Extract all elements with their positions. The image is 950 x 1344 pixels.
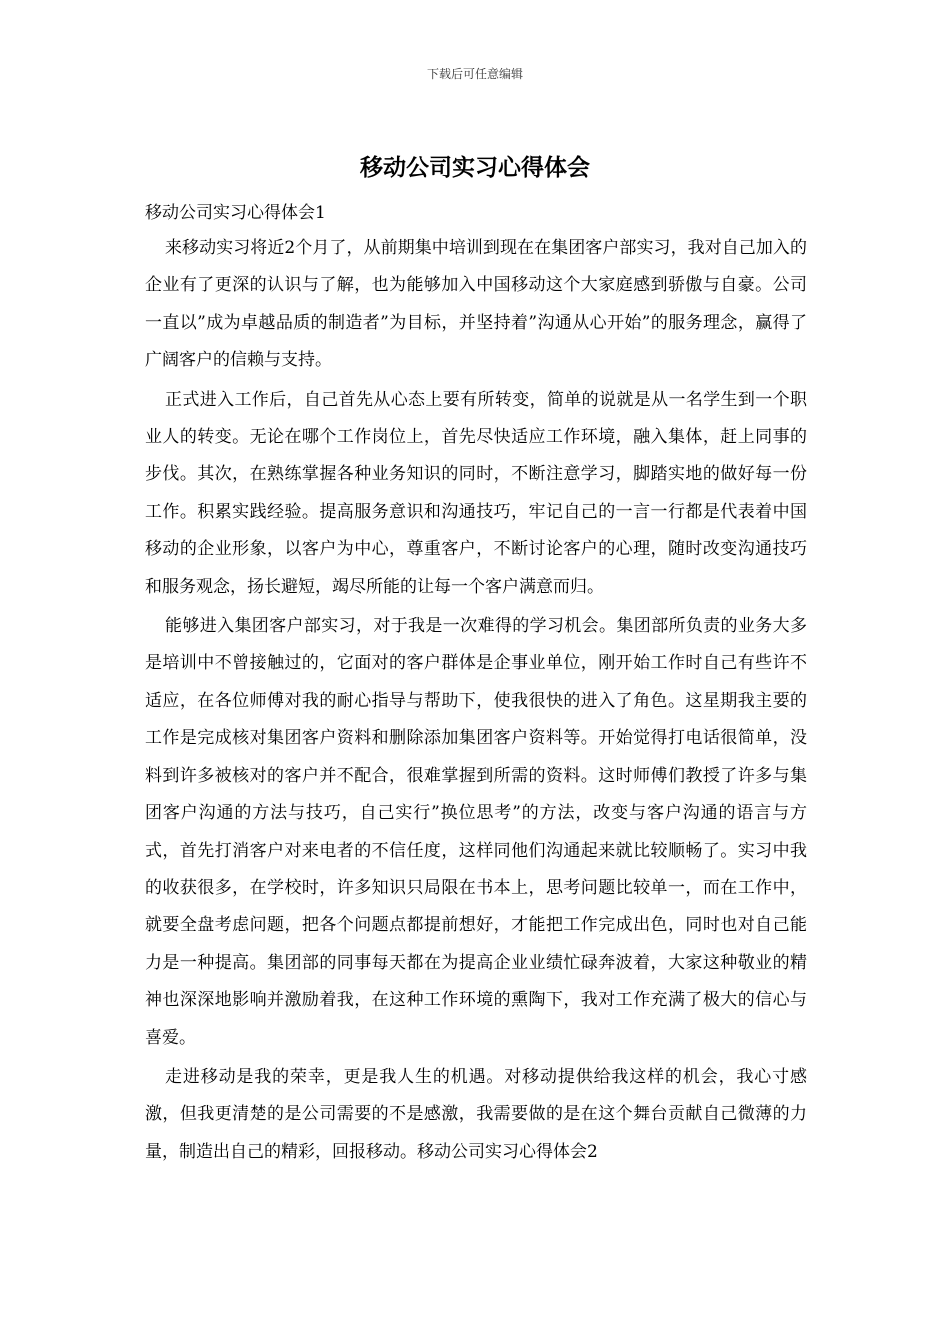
- paragraph-1: 来移动实习将近2个月了，从前期集中培训到现在在集团客户部实习，我对自己加入的企业有了更深的认识与了解，也为能够加入中国移动这个大家庭感到骄傲与自豪。公司一直以”成为卓越品质的制造者”为目标，并坚持着”沟通从心开始”的服务理念，赢得了广阔客户的信赖与支持。: [145, 238, 807, 371]
- document-body: [145, 196, 807, 1173]
- paragraph-2: 正式进入工作后，自己首先从心态上要有所转变，简单的说就是从一名学生到一个职业人的转变。无论在哪个工作岗位上，首先尽快适应工作环境，融入集体，赶上同事的步伐。其次，在熟练掌握各种业务知识的同时，不断注意学习，脚踏实地的做好每一份工作。积累实践经验。提高服务意识和沟通技巧，牢记自己的一言一行都是代表着中国移动的企业形象，以客户为中心，尊重客户，不断讨论客户的心理，随时改变沟通技巧和服务观念，扬长避短，竭尽所能的让每一个客户满意而归。: [145, 389, 807, 597]
- document-title: 移动公司实习心得体会: [360, 154, 590, 181]
- paragraph-4: 走进移动是我的荣幸，更是我人生的机遇。对移动提供给我这样的机会，我心寸感激，但我更清楚的是公司需要的不是感激，我需要做的是在这个舞台贡献自己微薄的力量，制造出自己的精彩，回报移动。移动公司实习心得体会2: [145, 1066, 807, 1162]
- paragraph-3: 能够进入集团客户部实习，对于我是一次难得的学习机会。集团部所负责的业务大多是培训中不曾接触过的，它面对的客户群体是企事业单位，刚开始工作时自己有些许不适应，在各位师傅对我的耐心指导与帮助下，使我很快的进入了角色。这星期我主要的工作是完成核对集团客户资料和删除添加集团客户资料等。开始觉得打电话很简单，没料到许多被核对的客户并不配合，很难掌握到所需的资料。这时师傅们教授了许多与集团客户沟通的方法与技巧，自己实行”换位思考”的方法，改变与客户沟通的语言与方式，首先打消客户对来电者的不信任度，这样同他们沟通起来就比较顺畅了。实习中我的收获很多，在学校时，许多知识只局限在书本上，思考问题比较单一，而在工作中，就要全盘考虑问题，把各个问题点都提前想好，才能把工作完成出色，同时也对自己能力是一种提高。集团部的同事每天都在为提高企业业绩忙碌奔波着，大家这种敬业的精神也深深地影响并激励着我，在这种工作环境的熏陶下，我对工作充满了极大的信心与喜爱。: [145, 616, 807, 1048]
- header-note: 下载后可任意编辑: [426, 67, 523, 81]
- section-heading: 移动公司实习心得体会1: [145, 203, 326, 223]
